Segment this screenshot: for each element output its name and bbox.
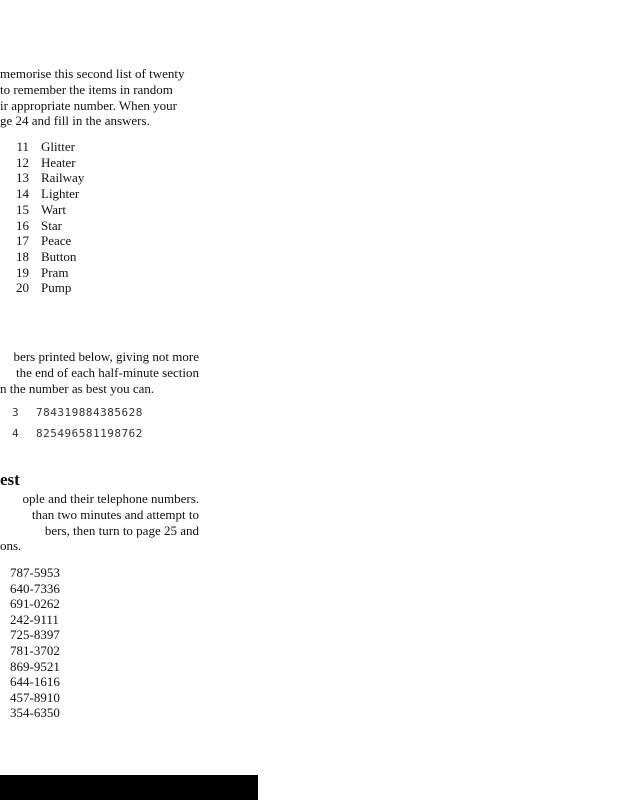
item-number: 16 [16, 217, 29, 233]
text-line: ons. [0, 538, 22, 554]
item-word: Glitter [41, 139, 75, 154]
item-number: 15 [16, 201, 29, 217]
item-word: Star [41, 217, 62, 233]
item-word: Pram [41, 264, 69, 280]
text-line: n the number as best you can. [0, 380, 155, 396]
list-item [11, 155, 84, 171]
sequence-index: 4 [12, 427, 20, 440]
phone-number: 354-6350 [10, 705, 60, 721]
instructions-paragraph-1 [0, 66, 199, 129]
list-item [11, 249, 84, 265]
text-line: bers printed below, giving not more [13, 349, 199, 364]
list-item [11, 139, 84, 155]
phone-number: 457-8910 [10, 689, 60, 705]
phone-number: 691-0262 [10, 596, 60, 612]
text-line: memorise this second list of twenty [0, 66, 185, 81]
phone-number-list [10, 565, 60, 721]
text-line: to remember the items in random [0, 81, 173, 97]
sequence-digits: 784319884385628 [36, 406, 143, 419]
item-number: 12 [16, 154, 29, 170]
item-word: Wart [41, 201, 66, 217]
item-word: Lighter [41, 186, 80, 202]
text-line: ople and their telephone numbers. [22, 491, 199, 506]
phone-number: 725-8397 [10, 627, 60, 643]
list-item [11, 170, 84, 186]
text-line: ir appropriate number. When your [0, 97, 178, 113]
list-item [11, 202, 84, 218]
list-item [11, 218, 84, 234]
phone-number: 640-7336 [10, 580, 60, 596]
text-line: than two minutes and attempt to [31, 506, 199, 522]
item-number: 20 [16, 280, 29, 296]
text-line: bers, then turn to page 25 and [44, 522, 199, 538]
item-number: 19 [16, 264, 29, 280]
item-number: 18 [16, 248, 29, 264]
scan-edge-bar [0, 775, 258, 800]
item-number: 13 [16, 170, 29, 186]
instructions-paragraph-2 [0, 349, 199, 396]
instructions-paragraph-3 [0, 491, 199, 554]
item-number: 14 [16, 186, 29, 202]
item-word: Heater [41, 154, 76, 170]
item-number: 11 [16, 139, 29, 154]
list-item [11, 265, 84, 281]
item-number: 17 [16, 233, 29, 249]
phone-number: 242-9111 [10, 611, 59, 627]
text-line: the end of each half-minute section [15, 364, 199, 380]
item-word: Railway [41, 170, 85, 186]
phone-number: 869-9521 [10, 658, 60, 674]
sequence-index: 3 [12, 406, 20, 419]
item-word: Button [41, 248, 77, 264]
sequence-digits: 825496581198762 [36, 427, 143, 440]
number-sequence [12, 427, 143, 440]
phone-number: 787-5953 [10, 565, 60, 580]
phone-number: 644-1616 [10, 674, 60, 690]
item-word: Pump [41, 280, 72, 296]
item-word: Peace [41, 233, 72, 249]
list-item [11, 280, 84, 296]
text-line: ge 24 and fill in the answers. [0, 113, 150, 129]
word-list [11, 139, 84, 296]
list-item [11, 186, 84, 202]
list-item [11, 233, 84, 249]
number-sequence [12, 406, 143, 419]
phone-number: 781-3702 [10, 642, 60, 658]
section-heading: est [0, 470, 20, 489]
